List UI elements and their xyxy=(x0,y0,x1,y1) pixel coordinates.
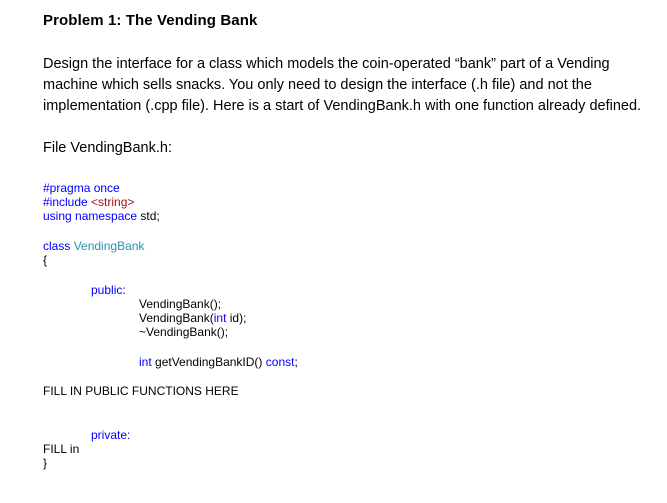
code-class-keyword: class xyxy=(43,239,71,253)
code-fill-private: FILL in xyxy=(43,442,80,456)
code-getter xyxy=(139,355,298,369)
code-getter-name: getVendingBankID() xyxy=(151,355,263,369)
code-open-brace: { xyxy=(43,253,48,267)
code-using-keyword: using namespace xyxy=(43,209,138,223)
code-getter-end: ; xyxy=(294,355,298,369)
code-getter-type: int xyxy=(139,355,152,369)
file-label: File VendingBank.h: xyxy=(43,140,172,156)
code-close-brace: } xyxy=(43,456,48,470)
code-include xyxy=(43,195,134,209)
code-ctor-param-suffix: id); xyxy=(226,311,247,325)
code-public-label: public: xyxy=(91,283,126,297)
code-class-decl xyxy=(43,239,144,253)
code-pragma: #pragma once xyxy=(43,181,120,195)
code-include-target: <string> xyxy=(91,195,135,209)
code-include-directive: #include xyxy=(43,195,88,209)
code-class-name: VendingBank xyxy=(73,239,145,253)
problem-title: Problem 1: The Vending Bank xyxy=(43,12,258,29)
code-ctor-param-prefix: VendingBank( xyxy=(139,311,214,325)
code-destructor: ~VendingBank(); xyxy=(139,325,229,339)
code-fill-public: FILL IN PUBLIC FUNCTIONS HERE xyxy=(43,384,239,398)
code-private-label: private: xyxy=(91,428,131,442)
description-line: Design the interface for a class which models the coin-operated “bank” part of a Vending xyxy=(43,56,610,72)
description-line: machine which sells snacks. You only need to design the interface (.h file) and not the xyxy=(43,77,592,93)
code-using xyxy=(43,209,160,223)
description-line: implementation (.cpp file). Here is a start of VendingBank.h with one function already defined. xyxy=(43,98,642,114)
code-ctor-param xyxy=(139,311,246,325)
code-ctor-default: VendingBank(); xyxy=(139,297,222,311)
code-using-rest: std; xyxy=(137,209,160,223)
problem-description xyxy=(43,54,663,117)
code-getter-const: const xyxy=(262,355,295,369)
code-ctor-param-type: int xyxy=(213,311,227,325)
